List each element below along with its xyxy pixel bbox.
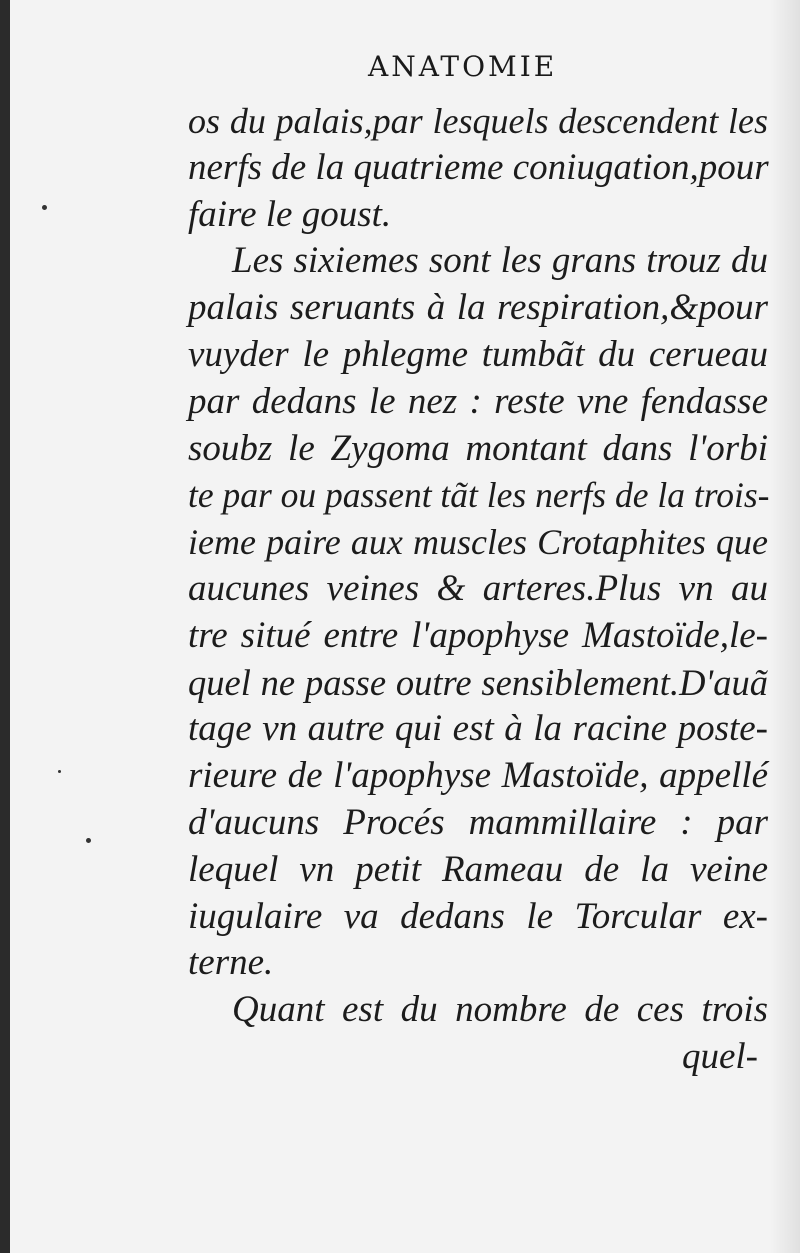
- text-line: rieure de l'apophyse Mastoïde, appellé: [188, 755, 768, 797]
- text-line: faire le goust.: [188, 193, 392, 235]
- text-line: Les sixiemes sont les grans trouz du: [232, 240, 768, 282]
- text-line: os du palais,par lesquels descendent les: [188, 101, 768, 141]
- text-line: nerfs de la quatrieme coniugation,pour: [188, 146, 769, 188]
- text-line: palais seruants à la respiration,&pour: [188, 287, 768, 329]
- text-line: tre situé entre l'apophyse Mastoïde,le-: [188, 614, 768, 656]
- page-gutter-shadow: [0, 0, 10, 1253]
- text-line: quel ne passe outre sensiblement.D'auã: [188, 661, 768, 703]
- text-line: soubz le Zygoma montant dans l'orbi: [188, 427, 768, 469]
- text-line: lequel vn petit Rameau de la veine: [188, 848, 768, 890]
- text-line: tage vn autre qui est à la racine poste-: [188, 708, 768, 750]
- page-edge-shadow: [770, 0, 800, 1253]
- body-text: [188, 98, 768, 1081]
- text-line: Quant est du nombre de ces trois: [232, 989, 768, 1031]
- catchword: quel-: [681, 1035, 758, 1077]
- ink-speck: [86, 838, 91, 843]
- running-head: ANATOMIE: [368, 50, 558, 83]
- text-line: aucunes veines & arteres.Plus vn au: [188, 567, 768, 609]
- text-line: par dedans le nez : reste vne fendasse: [188, 380, 768, 422]
- text-line: ieme paire aux muscles Crotaphites que: [188, 522, 768, 563]
- text-line: d'aucuns Procés mammillaire : par: [188, 801, 768, 843]
- text-line: iugulaire va dedans le Torcular ex-: [188, 895, 768, 937]
- ink-speck: [58, 770, 61, 773]
- ink-speck: [42, 205, 47, 210]
- text-line: te par ou passent tãt les nerfs de la trois-: [188, 475, 770, 516]
- text-line: terne.: [188, 942, 274, 984]
- text-line: vuyder le phlegme tumbãt du cerueau: [188, 333, 768, 375]
